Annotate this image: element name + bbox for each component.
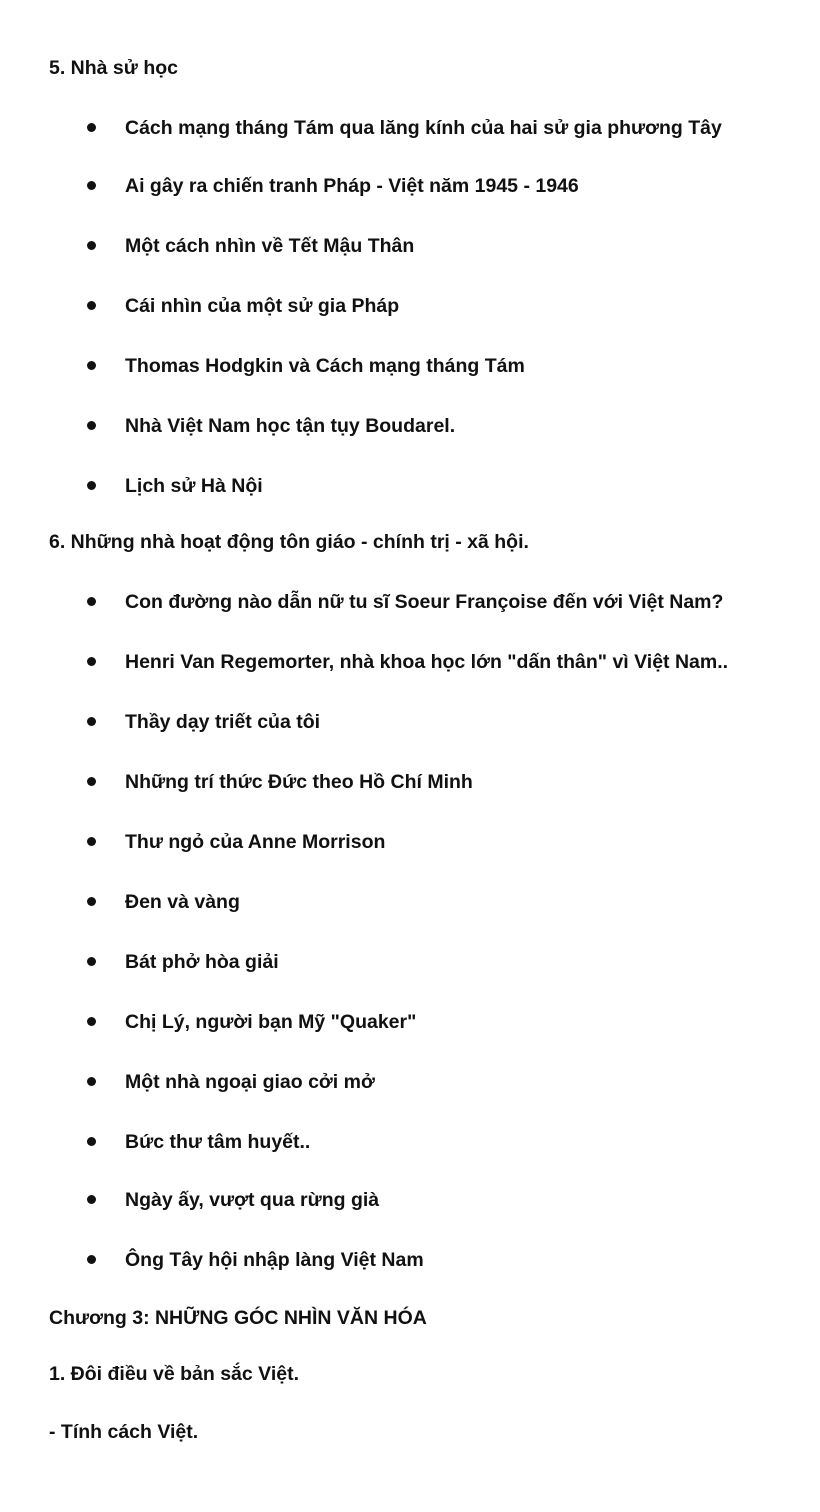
bullet-icon: [87, 957, 96, 966]
bullet-icon: [87, 897, 96, 906]
bullet-icon: [87, 123, 96, 132]
list-item-text: Một nhà ngoại giao cởi mở: [125, 1071, 375, 1093]
bullet-icon: [87, 481, 96, 490]
bullet-icon: [87, 421, 96, 430]
list-item-text: Bức thư tâm huyết..: [125, 1131, 311, 1153]
section-heading-historians: 5. Nhà sử học: [49, 57, 178, 79]
bullet-icon: [87, 181, 96, 190]
list-item-text: Cách mạng tháng Tám qua lăng kính của hai sử gia phương Tây: [125, 117, 722, 139]
bullet-icon: [87, 837, 96, 846]
bullet-icon: [87, 597, 96, 606]
bullet-icon: [87, 1195, 96, 1204]
list-item-text: Henri Van Regemorter, nhà khoa học lớn "dấn thân" vì Việt Nam..: [125, 651, 729, 673]
bullet-icon: [87, 241, 96, 250]
list-item-text: Thư ngỏ của Anne Morrison: [125, 831, 386, 853]
section-heading-activists: 6. Những nhà hoạt động tôn giáo - chính trị - xã hội.: [49, 531, 529, 553]
list-item-text: Cái nhìn của một sử gia Pháp: [125, 295, 400, 317]
list-item-text: Ai gây ra chiến tranh Pháp - Việt năm 1945 - 1946: [125, 175, 579, 197]
bullet-icon: [87, 1017, 96, 1026]
list-item-text: Một cách nhìn về Tết Mậu Thân: [125, 235, 415, 257]
bullet-icon: [87, 361, 96, 370]
subheading-identity: 1. Đôi điều về bản sắc Việt.: [49, 1363, 299, 1385]
list-item-text: Thomas Hodgkin và Cách mạng tháng Tám: [125, 355, 525, 377]
list-item-text: Lịch sử Hà Nội: [125, 475, 263, 497]
list-item-text: Thầy dạy triết của tôi: [125, 711, 321, 733]
bullet-icon: [87, 1255, 96, 1264]
chapter-heading: Chương 3: NHỮNG GÓC NHÌN VĂN HÓA: [49, 1307, 427, 1329]
bullet-icon: [87, 777, 96, 786]
list-item-text: Chị Lý, người bạn Mỹ "Quaker": [125, 1011, 417, 1033]
bullet-icon: [87, 717, 96, 726]
list-item-text: Bát phở hòa giải: [125, 951, 279, 973]
bullet-icon: [87, 301, 96, 310]
bullet-icon: [87, 1137, 96, 1146]
subheading-character: - Tính cách Việt.: [49, 1421, 199, 1443]
list-item-text: Nhà Việt Nam học tận tụy Boudarel.: [125, 415, 456, 437]
list-item-text: Ngày ấy, vượt qua rừng già: [125, 1189, 380, 1211]
bullet-icon: [87, 657, 96, 666]
list-item-text: Ông Tây hội nhập làng Việt Nam: [125, 1249, 424, 1271]
list-item-text: Những trí thức Đức theo Hồ Chí Minh: [125, 771, 473, 793]
bullet-icon: [87, 1077, 96, 1086]
list-item-text: Đen và vàng: [125, 891, 240, 913]
list-item-text: Con đường nào dẫn nữ tu sĩ Soeur Françoise đến với Việt Nam?: [125, 591, 724, 613]
